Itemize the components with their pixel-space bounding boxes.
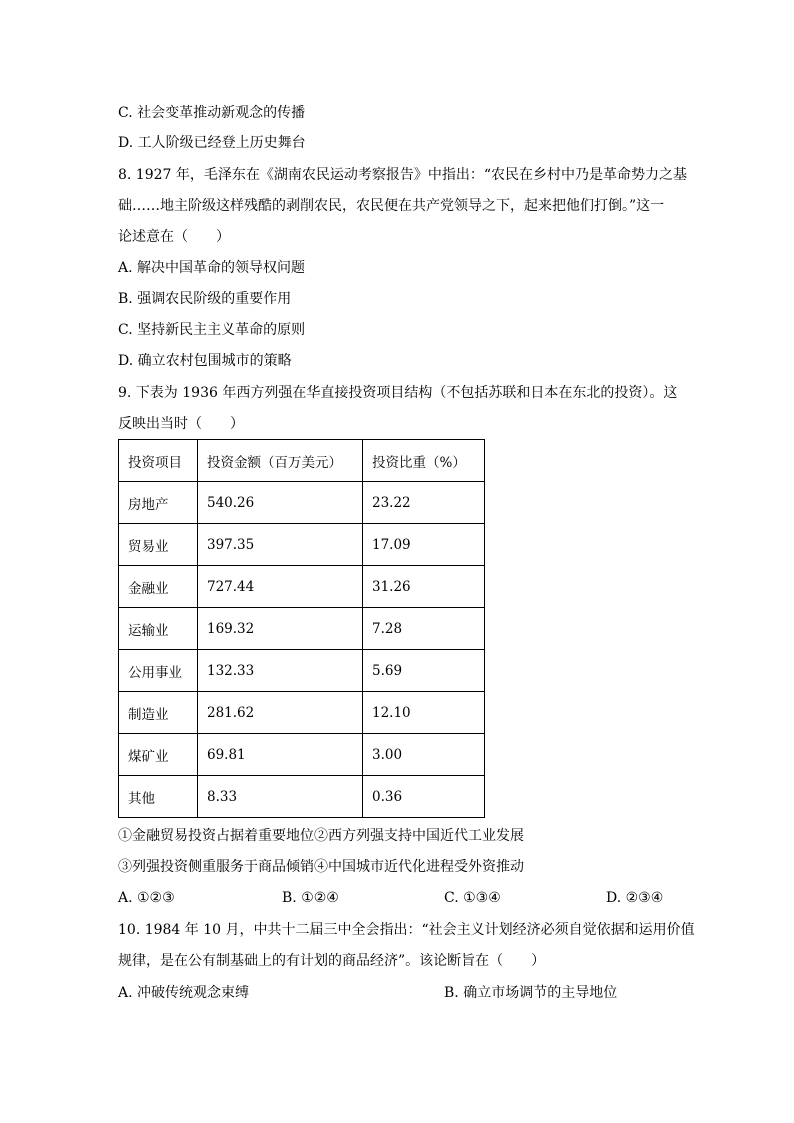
q9-option-d: D. ②③④ xyxy=(606,890,664,906)
table-row xyxy=(119,524,485,566)
table-cell: 房地产 xyxy=(119,482,198,524)
table-row xyxy=(119,650,485,692)
q8-option-c: C. 坚持新民主主义革命的原则 xyxy=(118,322,306,338)
table-cell: 制造业 xyxy=(119,692,198,734)
q10-stem-line-2: 规律，是在公有制基础上的有计划的商品经济”。该论断旨在（ ） xyxy=(118,953,546,969)
table-header: 投资比重（%） xyxy=(363,440,485,482)
q10-option-a: A. 冲破传统观念束缚 xyxy=(118,985,250,1001)
table-cell: 煤矿业 xyxy=(119,734,198,776)
table-header-row xyxy=(119,440,485,482)
q9-option-c: C. ①③④ xyxy=(444,890,501,906)
table-cell: 其他 xyxy=(119,776,198,818)
table-cell: 公用事业 xyxy=(119,650,198,692)
table-cell: 132.33 xyxy=(198,650,363,692)
table-row xyxy=(119,608,485,650)
table-cell: 贸易业 xyxy=(119,524,198,566)
table-cell: 8.33 xyxy=(198,776,363,818)
table-cell: 23.22 xyxy=(363,482,485,524)
q10-option-b: B. 确立市场调节的主导地位 xyxy=(444,985,618,1001)
investment-table xyxy=(118,439,485,818)
q10-stem-line-1: 10. 1984 年 10 月，中共十二届三中全会指出：“社会主义计划经济必须自觉依据和运用价值 xyxy=(118,922,695,938)
q8-stem-line-1: 8. 1927 年，毛泽东在《湖南农民运动考察报告》中指出：“农民在乡村中乃是革命势力之基 xyxy=(118,167,688,183)
table-row xyxy=(119,482,485,524)
table-cell: 3.00 xyxy=(363,734,485,776)
table-row xyxy=(119,734,485,776)
q7-option-c: C. 社会变革推动新观念的传播 xyxy=(118,105,306,121)
table-header: 投资金额（百万美元） xyxy=(198,440,363,482)
q9-stem-line-2: 反映出当时（ ） xyxy=(118,416,244,432)
table-row xyxy=(119,566,485,608)
q9-option-a: A. ①②③ xyxy=(118,890,175,906)
q9-statements-line-2: ③列强投资侧重服务于商品倾销④中国城市近代化进程受外资推动 xyxy=(118,859,524,875)
table-cell: 169.32 xyxy=(198,608,363,650)
table-row xyxy=(119,776,485,818)
table-cell: 7.28 xyxy=(363,608,485,650)
table-cell: 金融业 xyxy=(119,566,198,608)
table-cell: 17.09 xyxy=(363,524,485,566)
q8-option-d: D. 确立农村包围城市的策略 xyxy=(118,353,292,369)
q9-stem-line-1: 9. 下表为 1936 年西方列强在华直接投资项目结构（不包括苏联和日本在东北的投资）。这 xyxy=(118,385,678,401)
q7-option-d: D. 工人阶级已经登上历史舞台 xyxy=(118,135,306,151)
table-cell: 0.36 xyxy=(363,776,485,818)
q9-option-b: B. ①②④ xyxy=(282,890,339,906)
q8-stem-line-2: 础……地主阶级这样残酷的剥削农民，农民便在共产党领导之下，起来把他们打倒。”这一 xyxy=(118,198,665,214)
q8-stem-line-3: 论述意在（ ） xyxy=(118,229,230,245)
q8-option-b: B. 强调农民阶级的重要作用 xyxy=(118,291,292,307)
table-header: 投资项目 xyxy=(119,440,198,482)
table-cell: 69.81 xyxy=(198,734,363,776)
table-cell: 5.69 xyxy=(363,650,485,692)
table-cell: 540.26 xyxy=(198,482,363,524)
table-cell: 397.35 xyxy=(198,524,363,566)
table-cell: 31.26 xyxy=(363,566,485,608)
table-row xyxy=(119,692,485,734)
q8-option-a: A. 解决中国革命的领导权问题 xyxy=(118,260,306,276)
table-cell: 12.10 xyxy=(363,692,485,734)
q9-statements-line-1: ①金融贸易投资占据着重要地位②西方列强支持中国近代工业发展 xyxy=(118,828,524,844)
table-cell: 运输业 xyxy=(119,608,198,650)
table-cell: 727.44 xyxy=(198,566,363,608)
table-cell: 281.62 xyxy=(198,692,363,734)
